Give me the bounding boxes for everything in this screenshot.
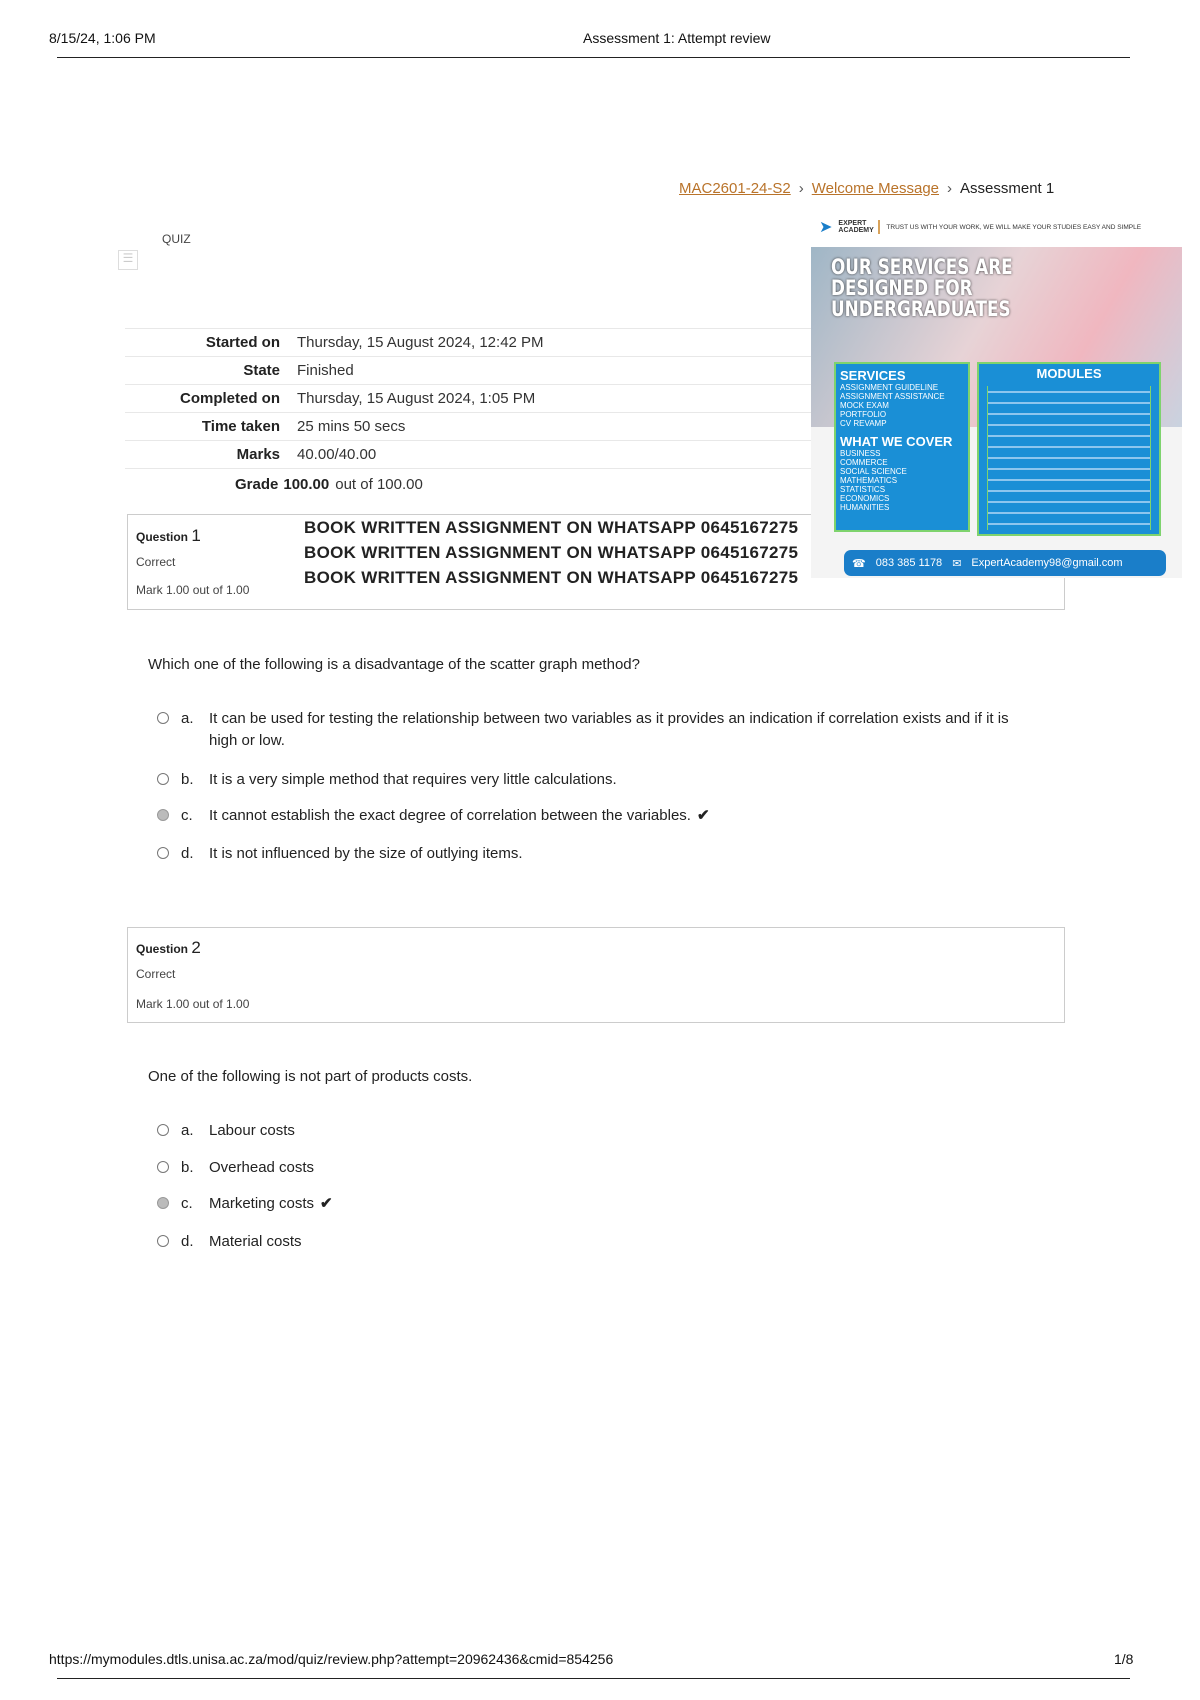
option-text: Material costs: [209, 1233, 302, 1250]
footer-url: https://mymodules.dtls.unisa.ac.za/mod/quiz/review.php?attempt=20962436&cmid=854256: [49, 1651, 614, 1667]
header-divider: [57, 57, 1130, 58]
breadcrumb-current: Assessment 1: [960, 180, 1055, 197]
checkmark-icon: ✔: [696, 807, 710, 824]
promo-line: BOOK WRITTEN ASSIGNMENT ON WHATSAPP 0645167275: [304, 543, 799, 562]
ad-headline: OUR SERVICES ARE DESIGNED FOR UNDERGRADUATES: [831, 255, 1013, 321]
question-status: Correct: [136, 555, 176, 569]
breadcrumb-welcome-link[interactable]: Welcome Message: [811, 180, 940, 197]
answer-option[interactable]: [157, 708, 1037, 752]
chevron-right-icon: ›: [947, 180, 953, 197]
option-letter: c.: [181, 807, 193, 824]
question-text: One of the following is not part of products costs.: [148, 1068, 473, 1085]
email-icon: ✉: [952, 557, 962, 570]
print-datetime: 8/15/24, 1:06 PM: [49, 30, 156, 46]
summary-value: Finished: [297, 362, 354, 379]
ad-modules-panel: MODULES: [977, 362, 1161, 536]
summary-row: [125, 468, 811, 499]
radio-button-selected[interactable]: [157, 1197, 169, 1209]
promo-line: BOOK WRITTEN ASSIGNMENT ON WHATSAPP 0645167275: [304, 568, 799, 587]
summary-row: [125, 384, 811, 412]
grade-value: 100.00: [283, 475, 330, 493]
question-status: Correct: [136, 967, 176, 981]
option-letter: d.: [181, 1233, 194, 1250]
question-number: Question 2: [136, 938, 201, 957]
option-letter: d.: [181, 845, 194, 862]
answer-option[interactable]: [157, 1231, 1037, 1253]
question-mark: Mark 1.00 out of 1.00: [136, 997, 250, 1011]
answer-option[interactable]: [157, 843, 1037, 865]
radio-button[interactable]: [157, 1235, 169, 1247]
question-number: Question 1: [136, 526, 201, 545]
chevron-right-icon: ›: [798, 180, 804, 197]
ad-phone: 083 385 1178: [875, 557, 943, 569]
radio-button[interactable]: [157, 1124, 169, 1136]
summary-row: [125, 440, 811, 468]
paper-plane-icon: ➤: [819, 219, 833, 236]
option-text: Marketing costs: [209, 1195, 315, 1212]
option-text: It is not influenced by the size of outlying items.: [209, 845, 523, 862]
summary-value: 25 mins 50 secs: [297, 418, 406, 435]
expert-academy-ad: [811, 207, 1182, 578]
summary-value: Thursday, 15 August 2024, 12:42 PM: [297, 334, 544, 351]
ad-brand: EXPERT ACADEMY: [838, 220, 880, 234]
summary-label: State: [243, 362, 280, 379]
summary-label: Time taken: [201, 418, 280, 435]
answer-option[interactable]: [157, 1120, 1037, 1142]
ad-email: ExpertAcademy98@gmail.com: [971, 557, 1123, 569]
radio-button-selected[interactable]: [157, 809, 169, 821]
option-text: It can be used for testing the relationship between two variables as it provides an indication if correlation exists and if it is high or low.: [209, 710, 1009, 749]
breadcrumb: [679, 180, 1054, 197]
promo-line: BOOK WRITTEN ASSIGNMENT ON WHATSAPP 0645167275: [304, 518, 799, 537]
question-2-info: [127, 927, 1065, 1023]
breadcrumb-course-link[interactable]: MAC2601-24-S2: [679, 180, 791, 197]
option-text: It is a very simple method that requires very little calculations.: [209, 771, 617, 788]
option-letter: a.: [181, 1122, 194, 1139]
answer-option-selected[interactable]: [157, 1193, 1037, 1215]
attempt-summary-table: [125, 328, 811, 499]
summary-value: Thursday, 15 August 2024, 1:05 PM: [297, 390, 536, 407]
summary-row: [125, 356, 811, 384]
ad-banner-top: [811, 207, 1182, 247]
quiz-label: QUIZ: [162, 232, 191, 246]
quiz-icon: ☰: [118, 250, 138, 270]
footer-divider: [57, 1678, 1130, 1679]
option-letter: c.: [181, 1195, 193, 1212]
radio-button[interactable]: [157, 773, 169, 785]
page-number: 1/8: [1114, 1651, 1134, 1667]
summary-label: Grade: [235, 475, 279, 493]
summary-row: [125, 328, 811, 356]
checkmark-icon: ✔: [320, 1195, 333, 1212]
radio-button[interactable]: [157, 1161, 169, 1173]
summary-row: [125, 412, 811, 440]
phone-icon: ☎: [852, 557, 866, 570]
ad-tagline: TRUST US WITH YOUR WORK, WE WILL MAKE YOUR STUDIES EASY AND SIMPLE: [886, 223, 1142, 231]
question-mark: Mark 1.00 out of 1.00: [136, 583, 250, 597]
summary-label: Completed on: [180, 390, 280, 407]
ad-services-panel: SERVICES ASSIGNMENT GUIDELINE ASSIGNMENT ASSISTANCE MOCK EXAM PORTFOLIO CV REVAMP WHAT WE COVER BUSINESS COMMERCE SOCIAL SCIENCE MATHEMATICS STATISTICS ECONOMICS HUMANITIES: [834, 362, 970, 532]
ad-contact-bar: [844, 550, 1166, 576]
answer-option[interactable]: [157, 1157, 1037, 1179]
summary-label: Marks: [236, 446, 280, 463]
grade-suffix: out of 100.00: [335, 475, 423, 493]
option-letter: b.: [181, 1159, 194, 1176]
print-title: Assessment 1: Attempt review: [583, 30, 771, 46]
summary-value: 40.00/40.00: [297, 446, 377, 463]
radio-button[interactable]: [157, 847, 169, 859]
option-letter: b.: [181, 771, 194, 788]
option-letter: a.: [181, 710, 194, 727]
option-text: It cannot establish the exact degree of correlation between the variables.: [209, 807, 691, 824]
question-text: Which one of the following is a disadvantage of the scatter graph method?: [148, 656, 640, 673]
option-text: Overhead costs: [209, 1159, 315, 1176]
answer-option[interactable]: [157, 769, 1037, 791]
summary-label: Started on: [205, 334, 280, 351]
radio-button[interactable]: [157, 712, 169, 724]
answer-option-selected[interactable]: [157, 805, 1037, 827]
option-text: Labour costs: [209, 1122, 295, 1139]
